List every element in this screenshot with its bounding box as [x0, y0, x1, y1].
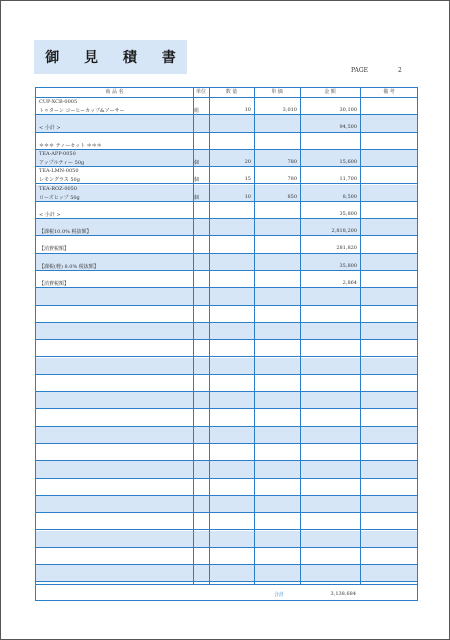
header-note: 備 考 — [383, 89, 395, 95]
item-name: < 小計 > — [39, 125, 61, 132]
item-amount: 2,864 — [342, 280, 357, 286]
item-name: 【課税(軽) 8.0% 税抜額】 — [39, 263, 99, 270]
item-name: トゥターン コーヒーカップ&ソーサー — [39, 108, 125, 114]
item-name: ローズヒップ 50g — [39, 194, 80, 201]
column-divider — [300, 88, 301, 584]
column-divider — [360, 88, 361, 584]
item-unit: 個 — [194, 194, 200, 201]
item-amount: 2,818,200 — [331, 228, 357, 235]
item-amount: 15,600 — [339, 158, 357, 165]
column-divider — [193, 88, 194, 584]
item-qty: 10 — [244, 107, 251, 113]
item-amount: 35,800 — [339, 262, 357, 269]
item-amount: 281,820 — [336, 245, 357, 252]
item-unit: 個 — [194, 159, 200, 166]
column-divider — [209, 88, 210, 584]
page-number: 2 — [398, 67, 402, 74]
item-amount: 8,500 — [342, 193, 357, 200]
item-price: 3,010 — [282, 107, 297, 113]
item-name: 【課税10.0% 税抜額】 — [39, 229, 92, 236]
item-name: レモングラス 50g — [39, 177, 80, 184]
item-price: 780 — [287, 158, 297, 165]
item-amount: 30,100 — [339, 107, 357, 113]
item-name: < 小計 > — [39, 211, 61, 218]
item-price: 780 — [287, 176, 297, 183]
item-unit: 個 — [194, 177, 200, 184]
header-unit: 単位 — [195, 89, 206, 95]
item-code: CUP-XCB-0005 — [39, 99, 78, 105]
quote-table — [35, 87, 418, 601]
item-name: ＊＊＊ ティーセット ＊＊＊ — [39, 142, 102, 149]
header-amount: 金 額 — [324, 89, 336, 95]
total-row — [36, 584, 417, 601]
item-price: 850 — [287, 193, 297, 200]
document-title: 御 見 積 書 — [45, 50, 186, 66]
item-amount: 94,500 — [339, 124, 357, 131]
total-amount: 3,138,684 — [330, 591, 356, 597]
item-name: アップルティー 50g — [39, 159, 85, 166]
item-name: 【消費税額】 — [39, 281, 70, 287]
page-indicator — [351, 67, 402, 74]
page-label: PAGE — [351, 67, 368, 74]
item-qty: 15 — [244, 176, 251, 183]
item-code: TEA-ROZ-0050 — [39, 185, 78, 192]
item-code: TEA-LMN-0050 — [39, 168, 79, 175]
item-unit: 組 — [194, 108, 200, 114]
item-amount: 11,700 — [339, 176, 357, 183]
item-name: 【消費税額】 — [39, 246, 70, 253]
item-qty: 20 — [244, 158, 251, 165]
header-price: 単 価 — [271, 89, 283, 95]
item-code: TEA-APP-0050 — [39, 150, 76, 157]
column-divider — [254, 88, 255, 584]
header-name: 商 品 名 — [105, 89, 124, 95]
total-label: 合計 — [274, 592, 285, 598]
header-qty: 数 量 — [225, 89, 238, 95]
item-amount: 35,800 — [339, 210, 357, 217]
title-box — [34, 40, 187, 74]
item-qty: 10 — [244, 193, 251, 200]
